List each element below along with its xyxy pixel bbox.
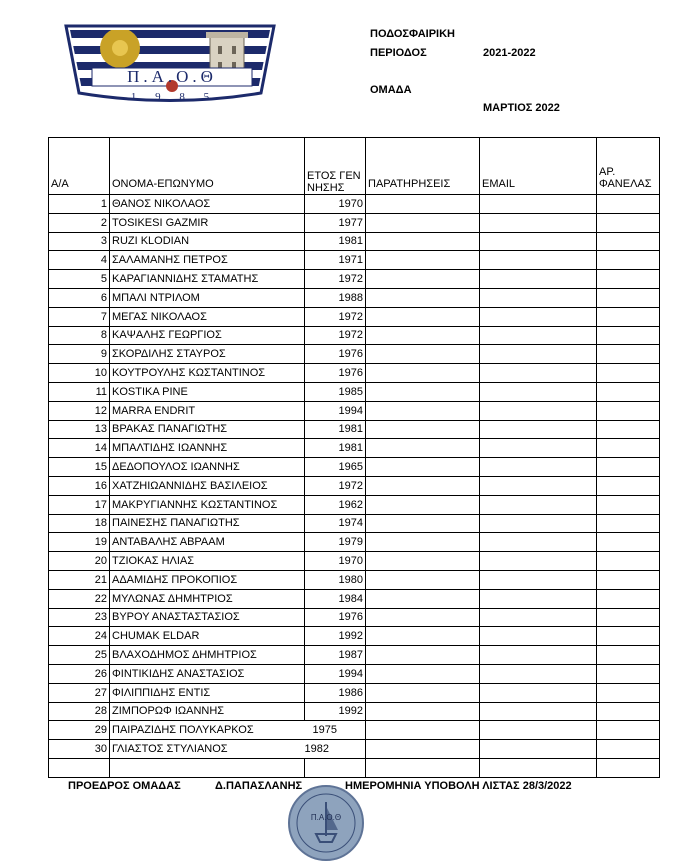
birth-year: 1976 <box>305 364 366 383</box>
email-cell <box>480 401 597 420</box>
table-row <box>49 683 660 702</box>
notes-cell <box>366 232 480 251</box>
period-label: ΠΕΡΙΟΔΟΣ <box>370 47 427 59</box>
row-number: 23 <box>49 608 110 627</box>
col-header-name: ΟΝΟΜΑ-ΕΠΩΝΥΜΟ <box>110 138 305 195</box>
player-name: ΦΙΛΙΠΠΙΔΗΣ ΕΝΤΙΣ <box>110 683 305 702</box>
email-cell <box>480 683 597 702</box>
player-name: ΤΖΙΟΚΑΣ ΗΛΙΑΣ <box>110 552 305 571</box>
email-cell <box>480 195 597 214</box>
jersey-cell <box>597 195 660 214</box>
notes-cell <box>366 533 480 552</box>
table-row <box>49 552 660 571</box>
row-number: 13 <box>49 420 110 439</box>
email-cell <box>480 458 597 477</box>
row-number: 8 <box>49 326 110 345</box>
club-stamp <box>286 784 366 862</box>
row-number: 17 <box>49 495 110 514</box>
notes-cell <box>366 251 480 270</box>
submission-date: ΗΜΕΡΟΜΗΝΙΑ ΥΠΟΒΟΛΗ ΛΙΣΤΑΣ 28/3/2022 <box>345 780 572 792</box>
birth-year: 1987 <box>305 646 366 665</box>
jersey-cell <box>597 570 660 589</box>
notes-cell <box>366 495 480 514</box>
roster-table <box>48 137 660 778</box>
player-name: ΜΑΚΡΥΓΙΑΝΝΗΣ ΚΩΣΤΑΝΤΙΝΟΣ <box>110 495 305 514</box>
player-name: ΘΑΝΟΣ ΝΙΚΟΛΑΟΣ <box>110 195 305 214</box>
row-number: 3 <box>49 232 110 251</box>
table-row <box>49 627 660 646</box>
club-logo <box>62 20 278 102</box>
notes-cell <box>366 401 480 420</box>
jersey-cell <box>597 664 660 683</box>
email-cell <box>480 382 597 401</box>
player-name: ΜΕΓΑΣ ΝΙΚΟΛΑΟΣ <box>110 307 305 326</box>
table-row <box>49 495 660 514</box>
col-header-jersey: ΑΡ. ΦΑΝΕΛΑΣ <box>597 138 660 195</box>
birth-year: 1976 <box>305 345 366 364</box>
notes-cell <box>366 589 480 608</box>
jersey-cell <box>597 326 660 345</box>
table-row <box>49 232 660 251</box>
jersey-cell <box>597 270 660 289</box>
player-name: ΚΑΨΑΛΗΣ ΓΕΩΡΓΙΟΣ <box>110 326 305 345</box>
table-row <box>49 307 660 326</box>
table-row <box>49 664 660 683</box>
row-number: 12 <box>49 401 110 420</box>
birth-year: 1981 <box>305 439 366 458</box>
notes-cell <box>366 307 480 326</box>
row-number: 18 <box>49 514 110 533</box>
email-cell <box>480 476 597 495</box>
row-number: 4 <box>49 251 110 270</box>
row-number: 27 <box>49 683 110 702</box>
player-name: RUZI KLODIAN <box>110 232 305 251</box>
table-row <box>49 213 660 232</box>
email-cell <box>480 740 597 759</box>
player-name: CHUMAK ELDAR <box>110 627 305 646</box>
table-row <box>49 608 660 627</box>
player-name: ΦΙΝΤΙΚΙΔΗΣ ΑΝΑΣΤΑΣΙΟΣ <box>110 664 305 683</box>
birth-year: 1979 <box>305 533 366 552</box>
notes-cell <box>366 364 480 383</box>
jersey-cell <box>597 495 660 514</box>
row-number: 7 <box>49 307 110 326</box>
table-row <box>49 251 660 270</box>
birth-year: 1970 <box>305 195 366 214</box>
team-label: ΟΜΑΔΑ <box>370 84 412 96</box>
email-cell <box>480 552 597 571</box>
player-name: ΚΑΡΑΓΙΑΝΝΙΔΗΣ ΣΤΑΜΑΤΗΣ <box>110 270 305 289</box>
email-cell <box>480 495 597 514</box>
col-header-email: EMAIL <box>480 138 597 195</box>
birth-year: 1975 <box>305 721 366 740</box>
row-number: 19 <box>49 533 110 552</box>
empty-cell <box>49 758 110 777</box>
notes-cell <box>366 458 480 477</box>
jersey-cell <box>597 439 660 458</box>
row-number: 21 <box>49 570 110 589</box>
player-name: ΣΑΛΑΜΑΝΗΣ ΠΕΤΡΟΣ <box>110 251 305 270</box>
email-cell <box>480 589 597 608</box>
table-row <box>49 420 660 439</box>
email-cell <box>480 608 597 627</box>
notes-cell <box>366 439 480 458</box>
email-cell <box>480 702 597 721</box>
notes-cell <box>366 721 480 740</box>
jersey-cell <box>597 213 660 232</box>
table-row <box>49 740 660 759</box>
empty-cell <box>366 758 480 777</box>
email-cell <box>480 439 597 458</box>
player-name: TOSIKESI GAZMIR <box>110 213 305 232</box>
player-name: ΑΔΑΜΙΔΗΣ ΠΡΟΚΟΠΙΟΣ <box>110 570 305 589</box>
notes-cell <box>366 476 480 495</box>
email-cell <box>480 326 597 345</box>
table-row-empty <box>49 758 660 777</box>
birth-year: 1992 <box>305 627 366 646</box>
jersey-cell <box>597 589 660 608</box>
row-number: 24 <box>49 627 110 646</box>
notes-cell <box>366 514 480 533</box>
birth-year: 1984 <box>305 589 366 608</box>
birth-year: 1974 <box>305 514 366 533</box>
jersey-cell <box>597 514 660 533</box>
table-row <box>49 533 660 552</box>
email-cell <box>480 646 597 665</box>
col-header-birth-year: ΕΤΟΣ ΓΕΝΝΗΣΗΣ <box>305 138 366 195</box>
player-name: ΚΟΥΤΡΟΥΛΗΣ ΚΩΣΤΑΝΤΙΝΟΣ <box>110 364 305 383</box>
row-number: 2 <box>49 213 110 232</box>
president-label: ΠΡΟΕΔΡΟΣ ΟΜΑΔΑΣ <box>68 780 181 792</box>
table-row <box>49 270 660 289</box>
jersey-cell <box>597 232 660 251</box>
email-cell <box>480 213 597 232</box>
birth-year: 1972 <box>305 326 366 345</box>
jersey-cell <box>597 251 660 270</box>
notes-cell <box>366 382 480 401</box>
player-name: ΧΑΤΖΗΙΩΑΝΝΙΔΗΣ ΒΑΣΙΛΕΙΟΣ <box>110 476 305 495</box>
empty-cell <box>480 758 597 777</box>
table-header-row <box>49 138 660 195</box>
notes-cell <box>366 646 480 665</box>
player-name: ΜΥΛΩΝΑΣ ΔΗΜΗΤΡΙΟΣ <box>110 589 305 608</box>
jersey-cell <box>597 533 660 552</box>
table-row <box>49 458 660 477</box>
table-row <box>49 382 660 401</box>
col-header-aa: Α/Α <box>49 138 110 195</box>
row-number: 5 <box>49 270 110 289</box>
email-cell <box>480 664 597 683</box>
notes-cell <box>366 683 480 702</box>
jersey-cell <box>597 288 660 307</box>
jersey-cell <box>597 627 660 646</box>
table-row <box>49 570 660 589</box>
jersey-cell <box>597 702 660 721</box>
notes-cell <box>366 570 480 589</box>
logo-letters: Π.Α.Ο.Θ <box>127 67 217 86</box>
notes-cell <box>366 702 480 721</box>
logo-year: 1 9 8 5 <box>130 91 218 102</box>
table-row <box>49 345 660 364</box>
email-cell <box>480 721 597 740</box>
jersey-cell <box>597 721 660 740</box>
table-row <box>49 195 660 214</box>
row-number: 14 <box>49 439 110 458</box>
email-cell <box>480 627 597 646</box>
jersey-cell <box>597 420 660 439</box>
player-name: ΠΑΙΡΑΖΙΔΗΣ ΠΟΛΥΚΑΡΚΟΣ <box>110 721 305 740</box>
table-row <box>49 476 660 495</box>
row-number: 26 <box>49 664 110 683</box>
player-name: ΜΠΑΛΤΙΔΗΣ ΙΩΑΝΝΗΣ <box>110 439 305 458</box>
table-row <box>49 514 660 533</box>
row-number: 16 <box>49 476 110 495</box>
row-number: 11 <box>49 382 110 401</box>
birth-year: 1981 <box>305 420 366 439</box>
player-name: KOSTIKA PINE <box>110 382 305 401</box>
jersey-cell <box>597 401 660 420</box>
player-name: MARRA ENDRIT <box>110 401 305 420</box>
player-name: ΒΥΡΟΥ ΑΝΑΣΤΑΣΤΑΣΙΟΣ <box>110 608 305 627</box>
birth-year: 1992 <box>305 702 366 721</box>
notes-cell <box>366 195 480 214</box>
email-cell <box>480 270 597 289</box>
table-row <box>49 702 660 721</box>
birth-year: 1962 <box>305 495 366 514</box>
row-number: 1 <box>49 195 110 214</box>
table-row <box>49 646 660 665</box>
notes-cell <box>366 420 480 439</box>
email-cell <box>480 345 597 364</box>
email-cell <box>480 288 597 307</box>
table-row <box>49 721 660 740</box>
empty-cell <box>110 758 305 777</box>
row-number: 22 <box>49 589 110 608</box>
email-cell <box>480 420 597 439</box>
row-number: 15 <box>49 458 110 477</box>
notes-cell <box>366 213 480 232</box>
empty-cell <box>305 758 366 777</box>
row-number: 25 <box>49 646 110 665</box>
table-row <box>49 326 660 345</box>
row-number: 28 <box>49 702 110 721</box>
row-number: 29 <box>49 721 110 740</box>
empty-cell <box>597 758 660 777</box>
birth-year: 1970 <box>305 552 366 571</box>
birth-year: 1981 <box>305 232 366 251</box>
email-cell <box>480 514 597 533</box>
notes-cell <box>366 270 480 289</box>
jersey-cell <box>597 740 660 759</box>
table-row <box>49 589 660 608</box>
birth-year: 1972 <box>305 307 366 326</box>
birth-year: 1986 <box>305 683 366 702</box>
email-cell <box>480 251 597 270</box>
table-row <box>49 439 660 458</box>
jersey-cell <box>597 382 660 401</box>
notes-cell <box>366 552 480 571</box>
notes-cell <box>366 288 480 307</box>
birth-year: 1988 <box>305 288 366 307</box>
email-cell <box>480 533 597 552</box>
birth-year: 1994 <box>305 401 366 420</box>
birth-year: 1980 <box>305 570 366 589</box>
report-month: ΜΑΡΤΙΟΣ 2022 <box>483 102 560 114</box>
notes-cell <box>366 664 480 683</box>
jersey-cell <box>597 683 660 702</box>
jersey-cell <box>597 552 660 571</box>
birth-year: 1994 <box>305 664 366 683</box>
jersey-cell <box>597 476 660 495</box>
birth-year: 1971 <box>305 251 366 270</box>
table-row <box>49 364 660 383</box>
notes-cell <box>366 627 480 646</box>
player-name: ΣΚΟΡΔΙΛΗΣ ΣΤΑΥΡΟΣ <box>110 345 305 364</box>
player-name: ΔΕΔΟΠΟΥΛΟΣ ΙΩΑΝΝΗΣ <box>110 458 305 477</box>
row-number: 9 <box>49 345 110 364</box>
row-number: 6 <box>49 288 110 307</box>
notes-cell <box>366 345 480 364</box>
player-name: ΓΛΙΑΣΤΟΣ ΣΤΥΛΙΑΝΟΣ <box>110 740 305 759</box>
birth-year: 1982 <box>305 740 366 759</box>
email-cell <box>480 232 597 251</box>
player-name: ΜΠΑΛΙ ΝΤΡΙΛΟΜ <box>110 288 305 307</box>
row-number: 30 <box>49 740 110 759</box>
jersey-cell <box>597 345 660 364</box>
notes-cell <box>366 608 480 627</box>
period-value: 2021-2022 <box>483 47 536 59</box>
email-cell <box>480 570 597 589</box>
table-row <box>49 288 660 307</box>
row-number: 10 <box>49 364 110 383</box>
birth-year: 1972 <box>305 476 366 495</box>
player-name: ΒΛΑΧΟΔΗΜΟΣ ΔΗΜΗΤΡΙΟΣ <box>110 646 305 665</box>
notes-cell <box>366 740 480 759</box>
birth-year: 1972 <box>305 270 366 289</box>
player-name: ΖΙΜΠΟΡΩΦ ΙΩΑΝΝΗΣ <box>110 702 305 721</box>
president-name: Δ.ΠΑΠΑΣΛΑΝΗΣ <box>215 780 303 792</box>
stamp-letters: Π.Α.Ο.Θ <box>310 813 342 822</box>
sport-title: ΠΟΔΟΣΦΑΙΡΙΚΗ <box>370 28 455 40</box>
jersey-cell <box>597 458 660 477</box>
player-name: ΠΑΙΝΕΣΗΣ ΠΑΝΑΓΙΩΤΗΣ <box>110 514 305 533</box>
player-name: ΑΝΤΑΒΑΛΗΣ ΑΒΡΑΑΜ <box>110 533 305 552</box>
notes-cell <box>366 326 480 345</box>
birth-year: 1977 <box>305 213 366 232</box>
jersey-cell <box>597 364 660 383</box>
player-name: ΒΡΑΚΑΣ ΠΑΝΑΓΙΩΤΗΣ <box>110 420 305 439</box>
col-header-notes: ΠΑΡΑΤΗΡΗΣΕΙΣ <box>366 138 480 195</box>
birth-year: 1965 <box>305 458 366 477</box>
jersey-cell <box>597 307 660 326</box>
jersey-cell <box>597 608 660 627</box>
birth-year: 1985 <box>305 382 366 401</box>
email-cell <box>480 364 597 383</box>
birth-year: 1976 <box>305 608 366 627</box>
table-row <box>49 401 660 420</box>
jersey-cell <box>597 646 660 665</box>
row-number: 20 <box>49 552 110 571</box>
email-cell <box>480 307 597 326</box>
